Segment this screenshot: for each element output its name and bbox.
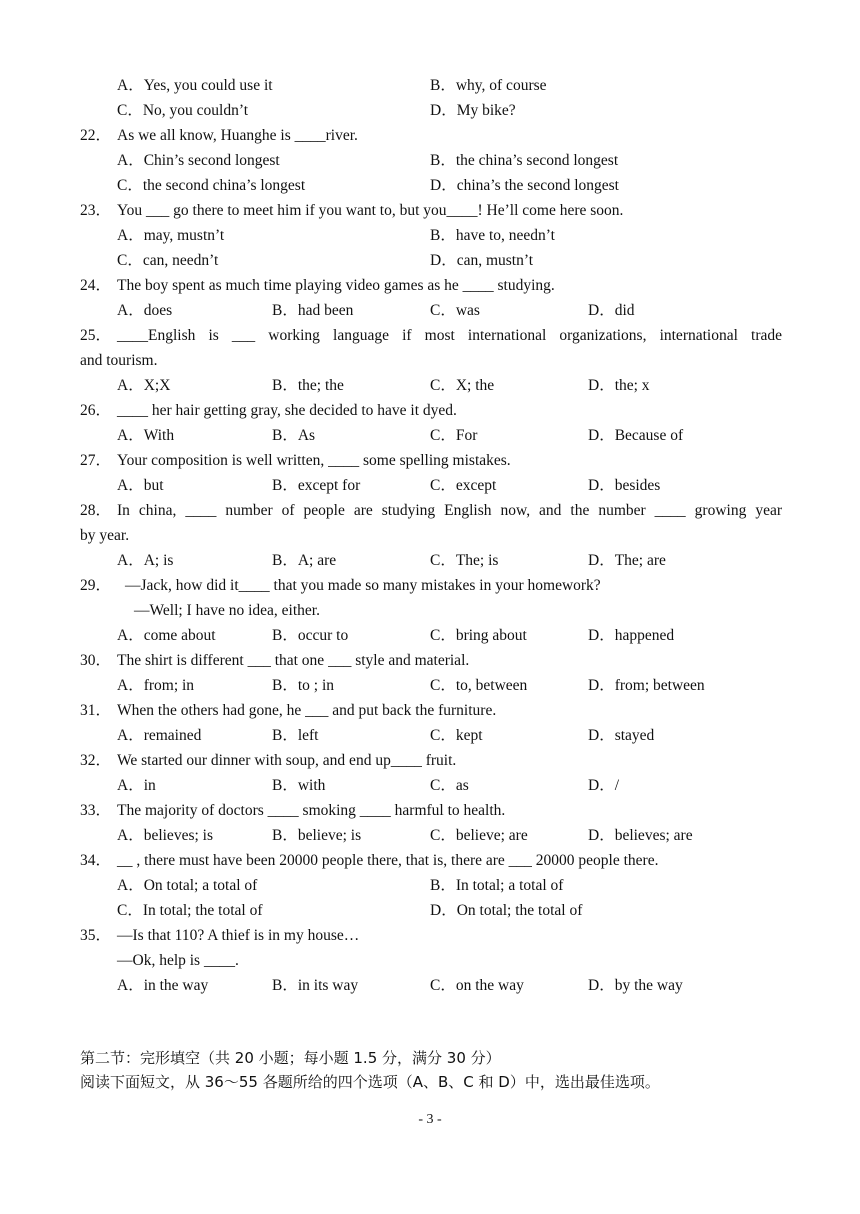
answer-option: C．was: [430, 302, 480, 319]
question-line: [0, 798, 860, 823]
question-line: [0, 198, 860, 223]
question-text: In china, ____ number of people are studying English now, and the number ____ growing year: [117, 502, 782, 519]
options-row: [0, 373, 860, 398]
options-row: [0, 173, 860, 198]
question-number: 35．: [80, 927, 112, 944]
answer-option: A．but: [117, 477, 164, 494]
answer-option: B．except for: [272, 477, 361, 494]
question-text: The majority of doctors ____ smoking ____ harmful to health.: [117, 802, 506, 819]
answer-option: D．can, mustn’t: [430, 252, 534, 269]
answer-option: A．With: [117, 427, 175, 444]
continuation-text: by year.: [80, 527, 130, 544]
answer-option: A．from; in: [117, 677, 195, 694]
answer-option: A．come about: [117, 627, 216, 644]
instruction-text: 第二节：完形填空（共 20 小题；每小题 1.5 分，满分 30 分）: [80, 1049, 501, 1067]
answer-option: A．X;X: [117, 377, 171, 394]
options-row: [0, 423, 860, 448]
question-continuation: [0, 523, 860, 548]
question-line: [0, 323, 860, 348]
options-row: [0, 823, 860, 848]
page-number: - 3 -: [418, 1112, 442, 1127]
question-line: [0, 448, 860, 473]
answer-option: A．remained: [117, 727, 202, 744]
question-line: [0, 698, 860, 723]
answer-option: C．to, between: [430, 677, 528, 694]
question-continuation: [0, 948, 860, 973]
answer-option: B．As: [272, 427, 316, 444]
question-number: 33．: [80, 802, 112, 819]
question-text: ____ her hair getting gray, she decided to have it dyed.: [117, 402, 457, 419]
answer-option: D．from; between: [588, 677, 705, 694]
question-line: [0, 123, 860, 148]
continuation-text: —Ok, help is ____.: [117, 952, 239, 969]
question-number: 30．: [80, 652, 112, 669]
answer-option: C．kept: [430, 727, 483, 744]
answer-option: D．happened: [588, 627, 675, 644]
question-line: [0, 573, 860, 598]
answer-option: D．besides: [588, 477, 661, 494]
answer-option: B．had been: [272, 302, 354, 319]
answer-option: D．the; x: [588, 377, 650, 394]
question-text: When the others had gone, he ___ and put back the furniture.: [117, 702, 497, 719]
answer-option: A．in: [117, 777, 156, 794]
answer-option: C．can, needn’t: [117, 252, 219, 269]
options-row: [0, 898, 860, 923]
question-text: As we all know, Huanghe is ____river.: [117, 127, 358, 144]
options-row: [0, 473, 860, 498]
question-continuation: [0, 598, 860, 623]
answer-option: C．For: [430, 427, 478, 444]
options-row: [0, 298, 860, 323]
question-line: [0, 848, 860, 873]
answer-option: C．believe; are: [430, 827, 528, 844]
answer-option: B．to ; in: [272, 677, 335, 694]
question-number: 24．: [80, 277, 112, 294]
question-number: 26．: [80, 402, 112, 419]
options-row: [0, 973, 860, 998]
options-row: [0, 548, 860, 573]
options-row: [0, 223, 860, 248]
section-instruction: [0, 1046, 860, 1071]
answer-option: B．in its way: [272, 977, 359, 994]
options-row: [0, 873, 860, 898]
answer-option: B．the china’s second longest: [430, 152, 619, 169]
answer-option: D．Because of: [588, 427, 684, 444]
question-line: [0, 748, 860, 773]
question-text: We started our dinner with soup, and end up____ fruit.: [117, 752, 457, 769]
answer-option: B．why, of course: [430, 77, 547, 94]
options-row: [0, 73, 860, 98]
answer-option: C．as: [430, 777, 469, 794]
answer-option: A．On total; a total of: [117, 877, 258, 894]
answer-option: D．On total; the total of: [430, 902, 583, 919]
question-number: 22．: [80, 127, 112, 144]
answer-option: B．the; the: [272, 377, 344, 394]
question-number: 23．: [80, 202, 112, 219]
answer-option: D．stayed: [588, 727, 655, 744]
question-text: The boy spent as much time playing video games as he ____ studying.: [117, 277, 555, 294]
answer-option: A．believes; is: [117, 827, 213, 844]
answer-option: B．have to, needn’t: [430, 227, 555, 244]
options-row: [0, 723, 860, 748]
answer-option: D．/: [588, 777, 620, 794]
question-line: [0, 498, 860, 523]
continuation-text: and tourism.: [80, 352, 158, 369]
answer-option: D．did: [588, 302, 635, 319]
question-number: 34．: [80, 852, 112, 869]
question-line: [0, 648, 860, 673]
options-row: [0, 673, 860, 698]
answer-option: A．may, mustn’t: [117, 227, 225, 244]
question-text: You ___ go there to meet him if you want to, but you____! He’ll come here soon.: [117, 202, 624, 219]
answer-option: D．My bike?: [430, 102, 516, 119]
answer-option: A．does: [117, 302, 173, 319]
answer-option: A．in the way: [117, 977, 209, 994]
options-row: [0, 623, 860, 648]
question-text: The shirt is different ___ that one ___ style and material.: [117, 652, 470, 669]
options-row: [0, 773, 860, 798]
answer-option: B．occur to: [272, 627, 349, 644]
question-text: Your composition is well written, ____ some spelling mistakes.: [117, 452, 511, 469]
question-number: 29．: [80, 577, 112, 594]
answer-option: D．china’s the second longest: [430, 177, 619, 194]
answer-option: A．Yes, you could use it: [117, 77, 273, 94]
question-number: 32．: [80, 752, 112, 769]
question-text: —Jack, how did it____ that you made so many mistakes in your homework?: [125, 577, 601, 594]
answer-option: C．X; the: [430, 377, 495, 394]
options-row: [0, 98, 860, 123]
answer-option: C．except: [430, 477, 497, 494]
answer-option: C．the second china’s longest: [117, 177, 306, 194]
answer-option: C．The; is: [430, 552, 499, 569]
question-text: ____English is ___ working language if most international organizations, international trade: [117, 327, 782, 344]
instruction-text: 阅读下面短文，从 36～55 各题所给的四个选项（A、B、C 和 D）中，选出最佳选项。: [80, 1073, 660, 1091]
answer-option: B．believe; is: [272, 827, 362, 844]
answer-option: A．A; is: [117, 552, 174, 569]
answer-option: B．with: [272, 777, 326, 794]
answer-option: B．In total; a total of: [430, 877, 564, 894]
answer-option: C．bring about: [430, 627, 527, 644]
answer-option: B．left: [272, 727, 319, 744]
question-continuation: [0, 348, 860, 373]
options-row: [0, 148, 860, 173]
question-number: 27．: [80, 452, 112, 469]
question-line: [0, 273, 860, 298]
answer-option: C．No, you couldn’t: [117, 102, 249, 119]
answer-option: C．In total; the total of: [117, 902, 263, 919]
question-number: 31．: [80, 702, 112, 719]
answer-option: A．Chin’s second longest: [117, 152, 280, 169]
answer-option: C．on the way: [430, 977, 524, 994]
answer-option: D．The; are: [588, 552, 666, 569]
options-row: [0, 248, 860, 273]
answer-option: B．A; are: [272, 552, 337, 569]
answer-option: D．by the way: [588, 977, 683, 994]
question-line: [0, 398, 860, 423]
question-text: __ , there must have been 20000 people there, that is, there are ___ 20000 people there.: [117, 852, 659, 869]
continuation-text: —Well; I have no idea, either.: [134, 602, 320, 619]
question-number: 25．: [80, 327, 112, 344]
section-instruction: [0, 1070, 860, 1095]
question-line: [0, 923, 860, 948]
question-text: —Is that 110? A thief is in my house…: [117, 927, 360, 944]
answer-option: D．believes; are: [588, 827, 693, 844]
question-number: 28．: [80, 502, 112, 519]
